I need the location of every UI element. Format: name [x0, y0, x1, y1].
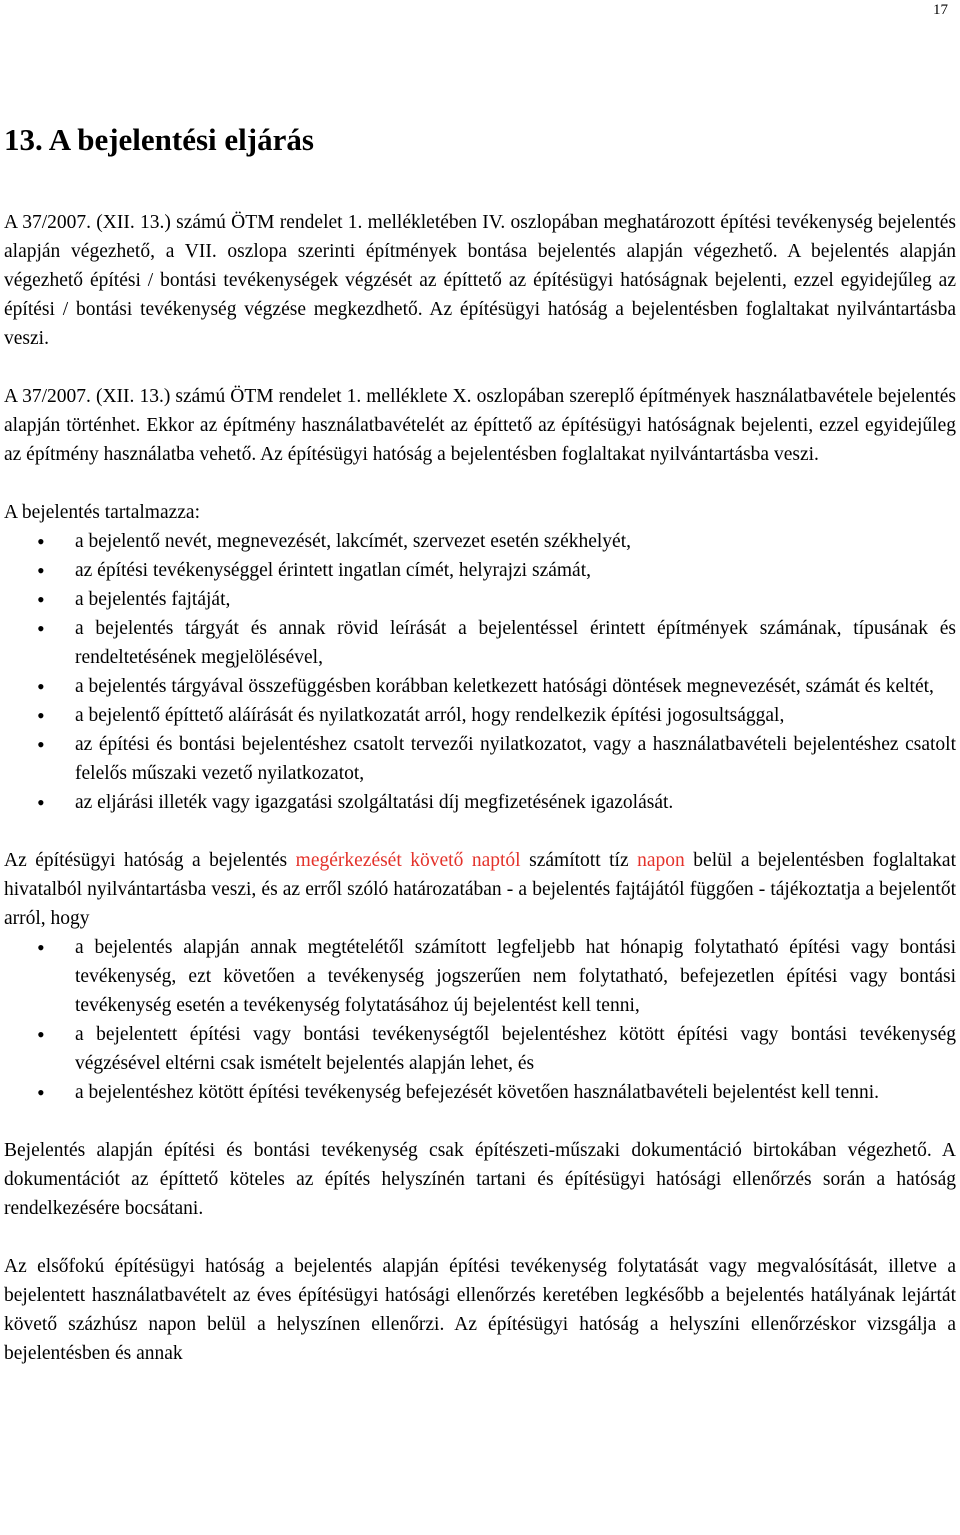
paragraph-bejelentes-alapjan: A 37/2007. (XII. 13.) számú ÖTM rendelet 1. mellékletében IV. oszlopában meghatározott építési tevékenység bejelentés alapján végezhető, a VII. oszlopa szerinti építmények bontása bejelentés alapján végezhető. A bejelentés alapján végezhető építési / bontási tevékenységek végzését az építtető az építésügyi hatóságnak bejelenti, ezzel egyidejűleg az építési / bontási tevékenység végzése megkezdhető. Az építésügyi hatóság a bejelentésben foglaltakat nyilvántartásba veszi.: [4, 212, 956, 349]
list-intro: A bejelentés tartalmazza:: [4, 502, 200, 523]
list-item: • a bejelentés fajtáját,: [4, 585, 956, 614]
paragraph-hasznalatbavetel: A 37/2007. (XII. 13.) számú ÖTM rendelet 1. melléklete X. oszlopában szereplő építmények használatbavétele bejelentés alapján történhet. Ekkor az építmény használatbavételét az építtető az építésügyi hatóságnak bejelenti, ezzel egyidejűleg az építmény használatba vehető. Az építésügyi hatóság a bejelentésben foglaltakat nyilvántartásba veszi.: [4, 386, 956, 465]
paragraph-hatosag-nyilvantartas: [4, 846, 956, 933]
text-segment: belül a bejelentésben foglaltakat hivatalból nyilvántartásba veszi, és az erről szóló határozatában - a bejelentés fajtájától függően - tájékoztatja a bejelentőt arról, hogy: [4, 850, 956, 929]
text-segment: Az építésügyi hatóság a bejelentés: [4, 850, 296, 871]
paragraph-dokumentacio: Bejelentés alapján építési és bontási tevékenység csak építészeti-műszaki dokumentáció birtokában végezhető. A dokumentációt az építtető köteles az építés helyszínén tartani és építésügyi hatósági ellenőrzés során a hatóság rendelkezésére bocsátani.: [4, 1140, 956, 1219]
bejelentes-tartalma-list: [4, 527, 956, 817]
tajekoztatas-list: [4, 933, 956, 1107]
list-item: • az építési tevékenységgel érintett ingatlan címét, helyrajzi számát,: [4, 556, 956, 585]
list-item: • az építési és bontási bejelentéshez csatolt tervezői nyilatkozatot, vagy a használatbavételi bejelentéshez csatolt felelős műszaki vezető nyilatkozatot,: [4, 730, 956, 788]
list-item: • a bejelentő építtető aláírását és nyilatkozatát arról, hogy rendelkezik építési jogosultsággal,: [4, 701, 956, 730]
list-item: • a bejelentett építési vagy bontási tevékenységtől bejelentéshez kötött építési vagy bontási tevékenység végzésével eltérni csak ismételt bejelentés alapján lehet, és: [4, 1020, 956, 1078]
section-heading: 13. A bejelentési eljárás: [4, 122, 314, 157]
list-item: • a bejelentéshez kötött építési tevékenység befejezését követően használatbavételi bejelentést kell tenni.: [4, 1078, 956, 1107]
list-item: • a bejelentő nevét, megnevezését, lakcímét, szervezet esetén székhelyét,: [4, 527, 956, 556]
list-item: • a bejelentés alapján annak megtételétől számított legfeljebb hat hónapig folytatható építési vagy bontási tevékenység, ezt követően a tevékenység jogszerűen nem folytatható, befejezetlen építési vagy bontási tevékenység esetén a tevékenység folytatásához új bejelentést kell tenni,: [4, 933, 956, 1020]
document-body: [4, 120, 956, 1368]
page-number: 17: [933, 2, 948, 18]
highlighted-text: napon: [637, 850, 685, 871]
text-segment: számított tíz: [520, 850, 638, 871]
paragraph-ellenorzes: Az elsőfokú építésügyi hatóság a bejelentés alapján építési tevékenység folytatását vagy megvalósítását, illetve a bejelentett használatbavételt az éves építésügyi hatósági ellenőrzés keretében legkésőbb a bejelentés hatályának lejártát követő százhúsz napon belül a helyszínen ellenőrzi. Az építésügyi hatóság a helyszíni ellenőrzéskor vizsgálja a bejelentésben és annak: [4, 1256, 956, 1364]
highlighted-text: megérkezését követő naptól: [295, 850, 521, 871]
list-item: • a bejelentés tárgyát és annak rövid leírását a bejelentéssel érintett építmények számának, típusának és rendeltetésének megjelölésével,: [4, 614, 956, 672]
list-item: • a bejelentés tárgyával összefüggésben korábban keletkezett hatósági döntések megnevezését, számát és keltét,: [4, 672, 956, 701]
list-item: • az eljárási illeték vagy igazgatási szolgáltatási díj megfizetésének igazolását.: [4, 788, 956, 817]
